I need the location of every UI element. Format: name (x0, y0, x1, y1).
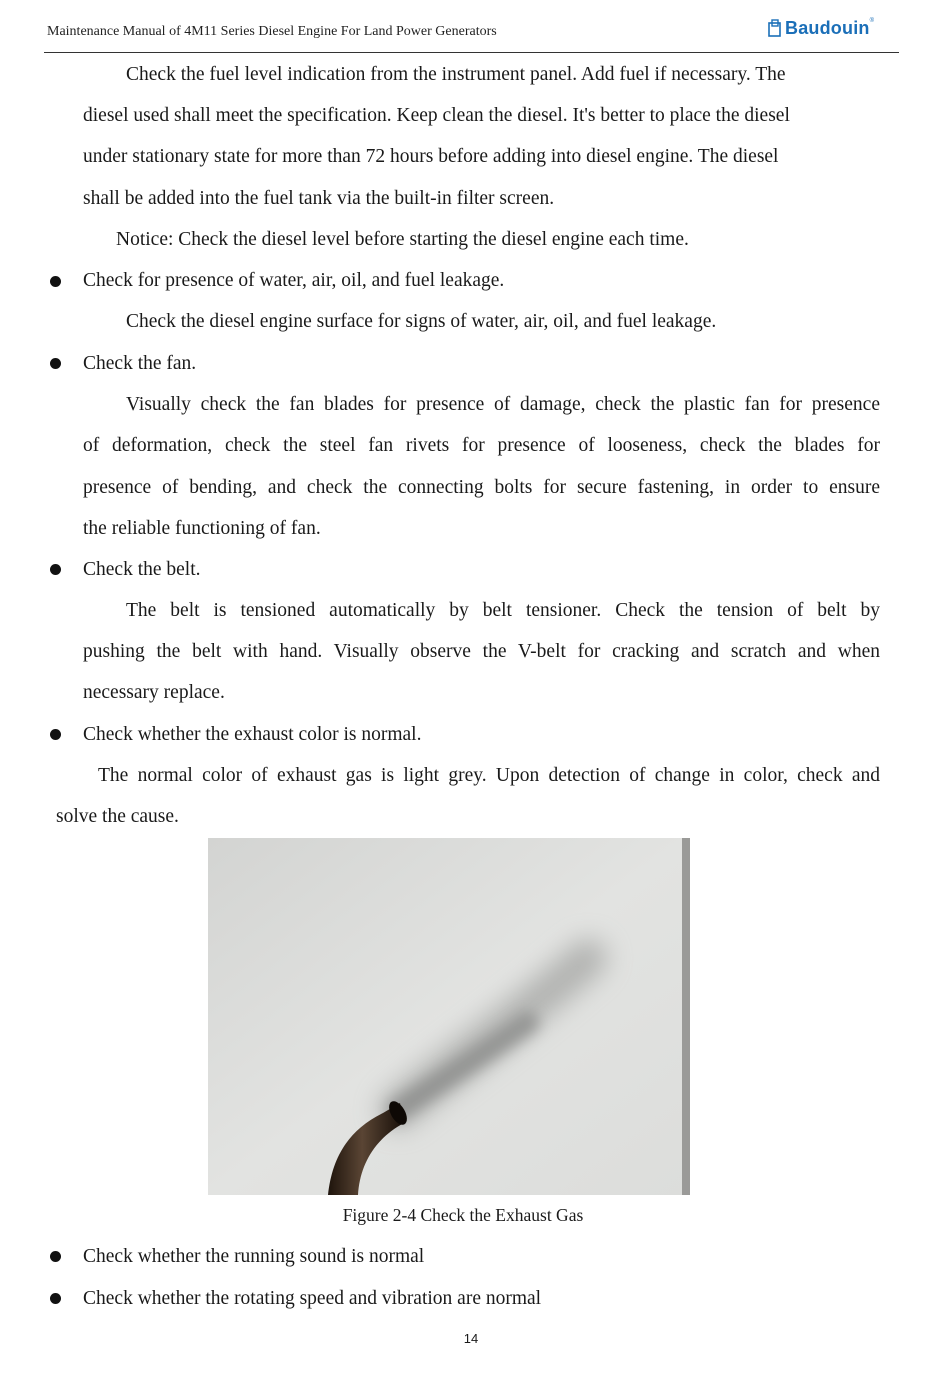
belt-paragraph-line-1: The belt is tensioned automatically by belt tensioner. Check the tension of belt by (126, 600, 880, 621)
fan-paragraph-line-4: the reliable functioning of fan. (83, 518, 321, 539)
belt-check-heading: Check the belt. (83, 559, 201, 580)
header-title: Maintenance Manual of 4M11 Series Diesel Engine For Land Power Generators (47, 24, 497, 39)
fan-paragraph-line-3: presence of bending, and check the connecting bolts for secure fastening, in order to ensure (83, 477, 880, 498)
fan-paragraph-line-1: Visually check the fan blades for presence of damage, check the plastic fan for presence (126, 394, 880, 415)
exhaust-pipe-smoke-illustration (208, 838, 690, 1195)
sound-check-heading: Check whether the running sound is normal (83, 1246, 425, 1267)
fuel-paragraph-line-1: Check the fuel level indication from the instrument panel. Add fuel if necessary. The (126, 64, 786, 85)
header-rule (44, 52, 899, 53)
exhaust-paragraph-line-2: solve the cause. (56, 806, 179, 827)
leak-check-heading: Check for presence of water, air, oil, and fuel leakage. (83, 270, 505, 291)
belt-paragraph-line-2: pushing the belt with hand. Visually observe the V-belt for cracking and scratch and when (83, 641, 880, 662)
logo-registered-mark: ® (869, 18, 875, 24)
fuel-paragraph-line-3: under stationary state for more than 72 hours before adding into diesel engine. The diesel (83, 146, 779, 167)
fuel-paragraph-line-4: shall be added into the fuel tank via the built-in filter screen. (83, 188, 555, 209)
leak-paragraph: Check the diesel engine surface for signs of water, air, oil, and fuel leakage. (126, 311, 717, 332)
belt-paragraph-line-3: necessary replace. (83, 682, 225, 703)
bullet-dot-icon (50, 276, 61, 287)
bullet-dot-icon (50, 564, 61, 575)
bullet-dot-icon (50, 729, 61, 740)
notice-text: Notice: Check the diesel level before starting the diesel engine each time. (116, 229, 689, 250)
bullet-dot-icon (50, 1293, 61, 1304)
exhaust-check-heading: Check whether the exhaust color is normal. (83, 724, 422, 745)
baudouin-logo (768, 17, 874, 39)
fan-check-heading: Check the fan. (83, 353, 197, 374)
figure-caption: Figure 2-4 Check the Exhaust Gas (342, 1205, 584, 1225)
exhaust-paragraph-line-1: The normal color of exhaust gas is light grey. Upon detection of change in color, check and (98, 765, 880, 786)
speed-vibration-check-heading: Check whether the rotating speed and vibration are normal (83, 1288, 542, 1309)
bullet-dot-icon (50, 358, 61, 369)
fan-paragraph-line-2: of deformation, check the steel fan rivets for presence of looseness, check the blades for (83, 435, 880, 456)
exhaust-gas-photo (208, 838, 690, 1195)
fuel-paragraph-line-2: diesel used shall meet the specification. Keep clean the diesel. It's better to place the diesel (83, 105, 790, 126)
page-number: 14 (463, 1331, 479, 1346)
logo-text: Baudouin (785, 17, 870, 38)
logo-mark-icon (768, 19, 784, 37)
bullet-dot-icon (50, 1251, 61, 1262)
